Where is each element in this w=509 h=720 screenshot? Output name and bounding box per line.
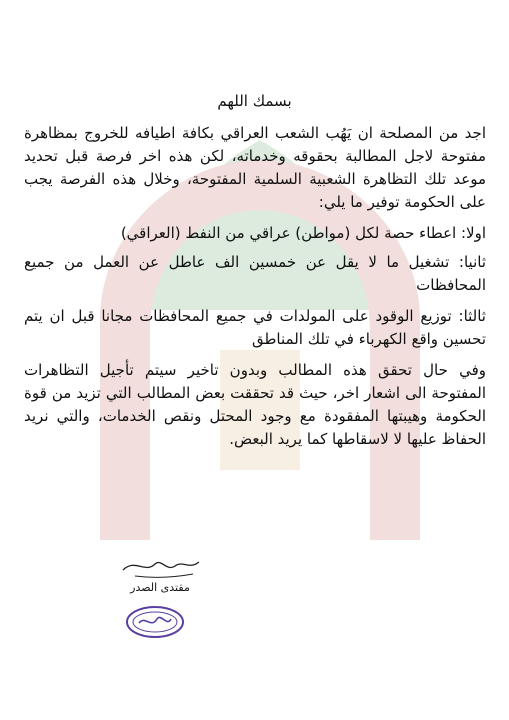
intro-paragraph: اجد من المصلحة ان يَهُب الشعب العراقي بكافة اطيافه للخروج بمظاهرة مفتوحة لاجل المطالبة بحقوقه وخدماته، لكن هذه اخر فرصة قبل تحديد موعد تلك التظاهرة الشعبية السلمية المفتوحة، وخلال هذه الفرصة يجب على الحكومة توفير ما يلي: <box>24 124 486 211</box>
closing-paragraph: وفي حال تحقق هذه المطالب وبدون تاخير سيتم تأجيل التظاهرات المفتوحة الى اشعار اخر، حيث قد تحققت بعض المطالب التي تزيد من قوة الحكومة وهيبتها المفقودة مع وجود المحتل ونقص الخدمات، والتي نريد الحفاظ عليها لا لاسقاطها كما يريد البعض. <box>24 361 486 448</box>
office-seal-stamp <box>125 605 185 639</box>
basmala-heading: بسمك اللهم <box>217 92 292 110</box>
handwritten-signature <box>115 548 205 584</box>
demand-first: اولا: اعطاء حصة لكل (مواطن) عراقي من النفط (العراقي) <box>120 224 486 242</box>
signer-name: مقتدى الصدر <box>130 581 190 594</box>
letter-body <box>24 122 486 459</box>
demand-second: ثانيا: تشغيل ما لا يقل عن خمسين الف عاطل عن العمل من جميع المحافظات <box>24 253 486 294</box>
signature-block <box>105 548 225 598</box>
demand-third: ثالثا: توزيع الوقود على المولدات في جميع المحافظات مجانا قبل ان يتم تحسين واقع الكهرباء في تلك المناطق <box>24 307 486 348</box>
